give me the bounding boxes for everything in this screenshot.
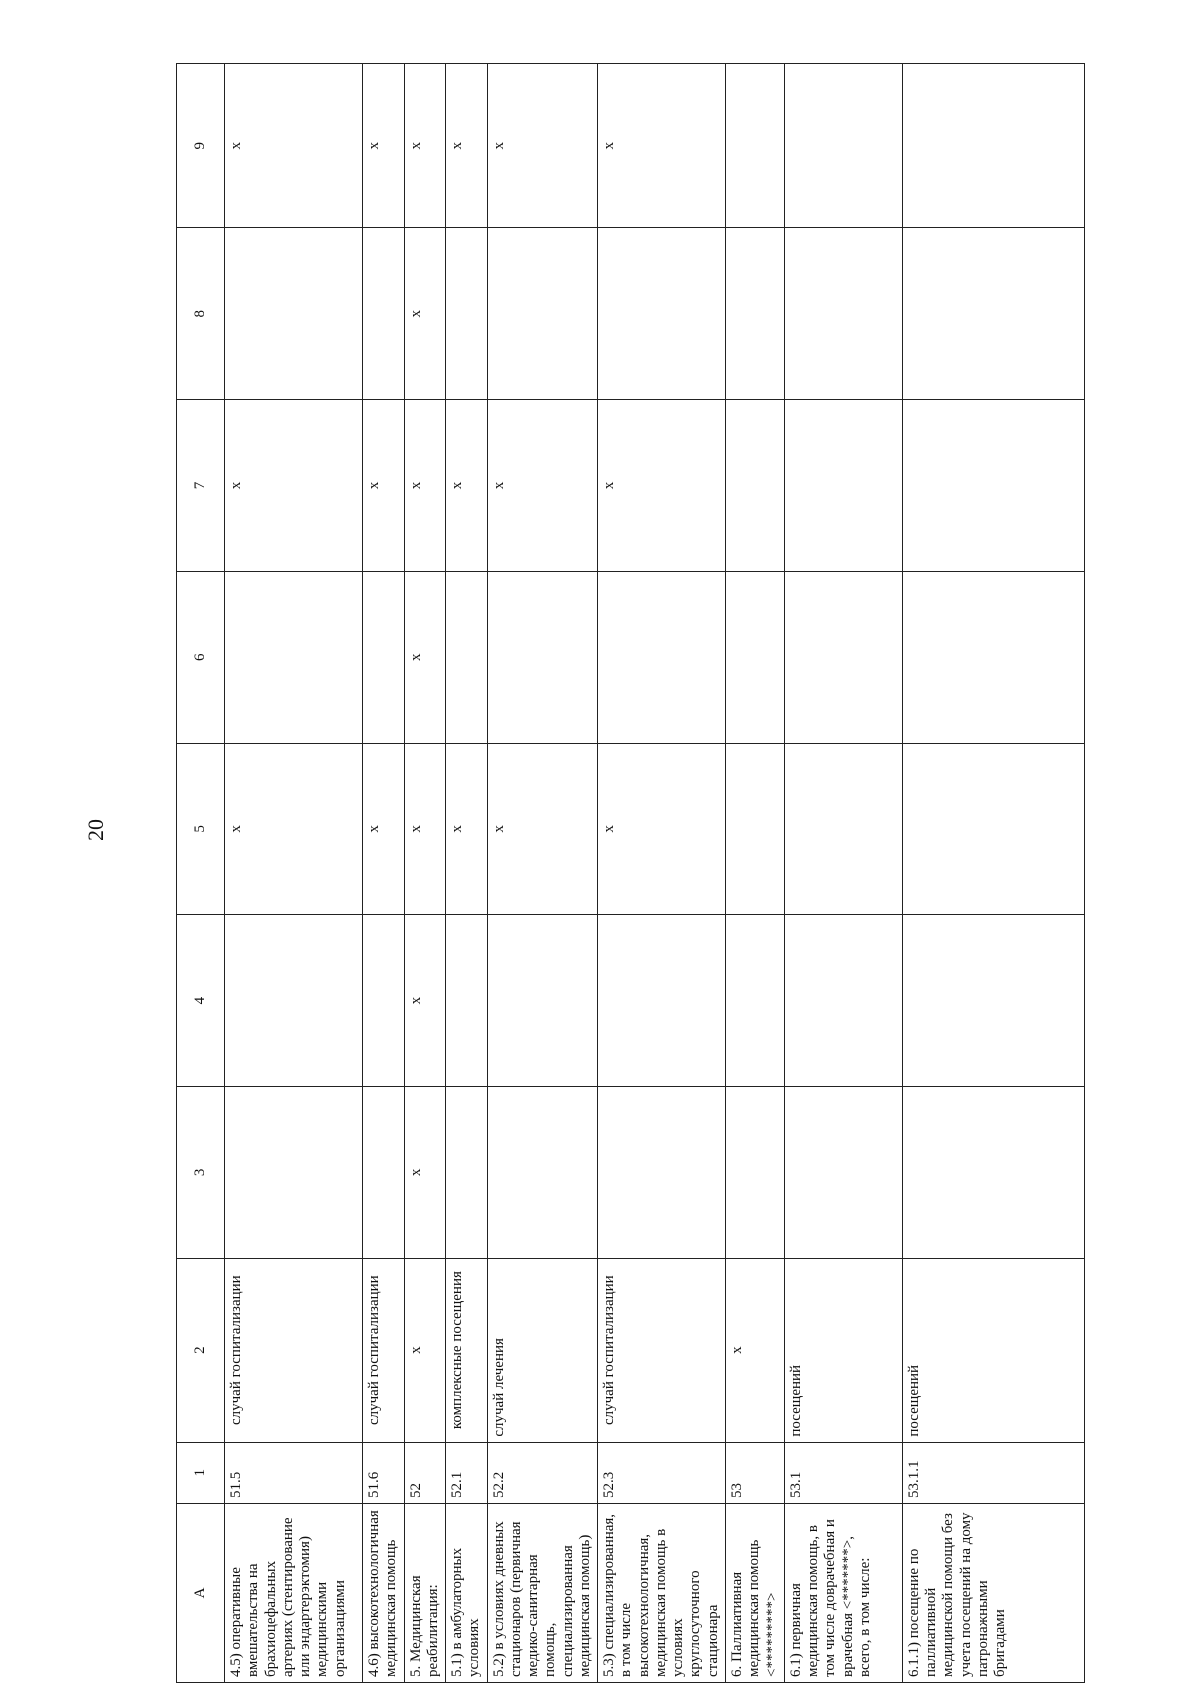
header-row — [177, 64, 225, 1683]
header-cell-9: 9 — [177, 64, 225, 228]
cell-col7: х — [404, 400, 446, 572]
header-cell-6: 6 — [177, 571, 225, 743]
cell-col4 — [726, 915, 785, 1087]
cell-col8 — [487, 228, 598, 400]
cell-col8 — [225, 228, 363, 400]
header-cell-1: 1 — [177, 1442, 225, 1503]
header-cell-4: 4 — [177, 915, 225, 1087]
cell-col9: х — [487, 64, 598, 228]
cell-col3: х — [404, 1086, 446, 1258]
cell-col7 — [726, 400, 785, 572]
row-label: 4.6) высокотехнологичная медицинская помощь — [363, 1503, 405, 1682]
cell-col7 — [784, 400, 902, 572]
row-unit: случай лечения — [487, 1258, 598, 1442]
cell-col5: х — [446, 743, 488, 915]
cell-col6 — [726, 571, 785, 743]
header-cell-2: 2 — [177, 1258, 225, 1442]
cell-col6 — [784, 571, 902, 743]
cell-col5: х — [225, 743, 363, 915]
cell-col5 — [902, 743, 1084, 915]
cell-col4 — [446, 915, 488, 1087]
row-unit: х — [404, 1258, 446, 1442]
cell-col9: х — [598, 64, 726, 228]
cell-col4 — [784, 915, 902, 1087]
header-cell-8: 8 — [177, 228, 225, 400]
cell-col3 — [487, 1086, 598, 1258]
cell-col5: х — [598, 743, 726, 915]
cell-col7: х — [598, 400, 726, 572]
row-number: 53.1 — [784, 1442, 902, 1503]
cell-col5: х — [487, 743, 598, 915]
cell-col3 — [784, 1086, 902, 1258]
row-label: 4.5) оперативные вмешательства на брахиоцефальных артериях (стентирование или эндартерэктомия) медицинскими организациями — [225, 1503, 363, 1682]
cell-col8 — [598, 228, 726, 400]
cell-col5 — [726, 743, 785, 915]
table-row — [363, 64, 405, 1683]
cell-col3 — [225, 1086, 363, 1258]
cell-col9 — [726, 64, 785, 228]
cell-col8 — [726, 228, 785, 400]
row-unit: х — [726, 1258, 785, 1442]
header-cell-5: 5 — [177, 743, 225, 915]
table-row — [225, 64, 363, 1683]
cell-col8 — [902, 228, 1084, 400]
cell-col7: х — [225, 400, 363, 572]
row-number: 51.6 — [363, 1442, 405, 1503]
row-number: 52.2 — [487, 1442, 598, 1503]
cell-col4 — [225, 915, 363, 1087]
cell-col9: х — [225, 64, 363, 228]
cell-col8 — [363, 228, 405, 400]
page-number: 20 — [83, 819, 108, 841]
data-table — [176, 63, 1085, 1683]
cell-col9: х — [446, 64, 488, 228]
cell-col7: х — [446, 400, 488, 572]
cell-col6 — [363, 571, 405, 743]
row-number: 52.3 — [598, 1442, 726, 1503]
row-unit: посещений — [902, 1258, 1084, 1442]
cell-col9 — [784, 64, 902, 228]
cell-col3 — [902, 1086, 1084, 1258]
cell-col4 — [902, 915, 1084, 1087]
cell-col7 — [902, 400, 1084, 572]
row-unit: случай госпитализации — [363, 1258, 405, 1442]
row-number: 52.1 — [446, 1442, 488, 1503]
cell-col4: х — [404, 915, 446, 1087]
table-row — [784, 64, 902, 1683]
cell-col6 — [225, 571, 363, 743]
cell-col9 — [902, 64, 1084, 228]
cell-col3 — [598, 1086, 726, 1258]
row-number: 53 — [726, 1442, 785, 1503]
table-row — [902, 64, 1084, 1683]
cell-col8: х — [404, 228, 446, 400]
cell-col8 — [784, 228, 902, 400]
row-number: 52 — [404, 1442, 446, 1503]
cell-col5: х — [404, 743, 446, 915]
cell-col7: х — [363, 400, 405, 572]
row-label: 5.3) специализированная, в том числе высокотехнологичная, медицинская помощь в условиях круглосуточного стационара — [598, 1503, 726, 1682]
cell-col7: х — [487, 400, 598, 572]
table-row — [598, 64, 726, 1683]
cell-col4 — [487, 915, 598, 1087]
header-cell-a: A — [177, 1503, 225, 1682]
row-label: 5.1) в амбулаторных условиях — [446, 1503, 488, 1682]
table-row — [446, 64, 488, 1683]
cell-col3 — [446, 1086, 488, 1258]
cell-col8 — [446, 228, 488, 400]
cell-col5 — [784, 743, 902, 915]
row-label: 6.1.1) посещение по паллиативной медицинской помощи без учета посещений на дому патронажными бригадами — [902, 1503, 1084, 1682]
row-number: 51.5 — [225, 1442, 363, 1503]
header-cell-3: 3 — [177, 1086, 225, 1258]
row-label: 5. Медицинская реабилитация: — [404, 1503, 446, 1682]
cell-col9: х — [404, 64, 446, 228]
cell-col6 — [446, 571, 488, 743]
row-unit: случай госпитализации — [598, 1258, 726, 1442]
cell-col9: х — [363, 64, 405, 228]
table-row — [726, 64, 785, 1683]
row-label: 6.1) первичная медицинская помощь, в том числе доврачебная и врачебная <*******>, всего, в том числе: — [784, 1503, 902, 1682]
header-cell-7: 7 — [177, 400, 225, 572]
cell-col6: х — [404, 571, 446, 743]
cell-col6 — [487, 571, 598, 743]
cell-col4 — [598, 915, 726, 1087]
row-unit: посещений — [784, 1258, 902, 1442]
cell-col5: х — [363, 743, 405, 915]
row-label: 5.2) в условиях дневных стационаров (первичная медико-санитарная помощь, специализированная медицинская помощь) — [487, 1503, 598, 1682]
row-unit: случай госпитализации — [225, 1258, 363, 1442]
table-row — [487, 64, 598, 1683]
cell-col3 — [363, 1086, 405, 1258]
row-label: 6. Паллиативная медицинская помощь <*********> — [726, 1503, 785, 1682]
cell-col6 — [902, 571, 1084, 743]
table-row — [404, 64, 446, 1683]
row-unit: комплексные посещения — [446, 1258, 488, 1442]
table-container — [176, 63, 1065, 1683]
cell-col6 — [598, 571, 726, 743]
cell-col3 — [726, 1086, 785, 1258]
cell-col4 — [363, 915, 405, 1087]
row-number: 53.1.1 — [902, 1442, 1084, 1503]
